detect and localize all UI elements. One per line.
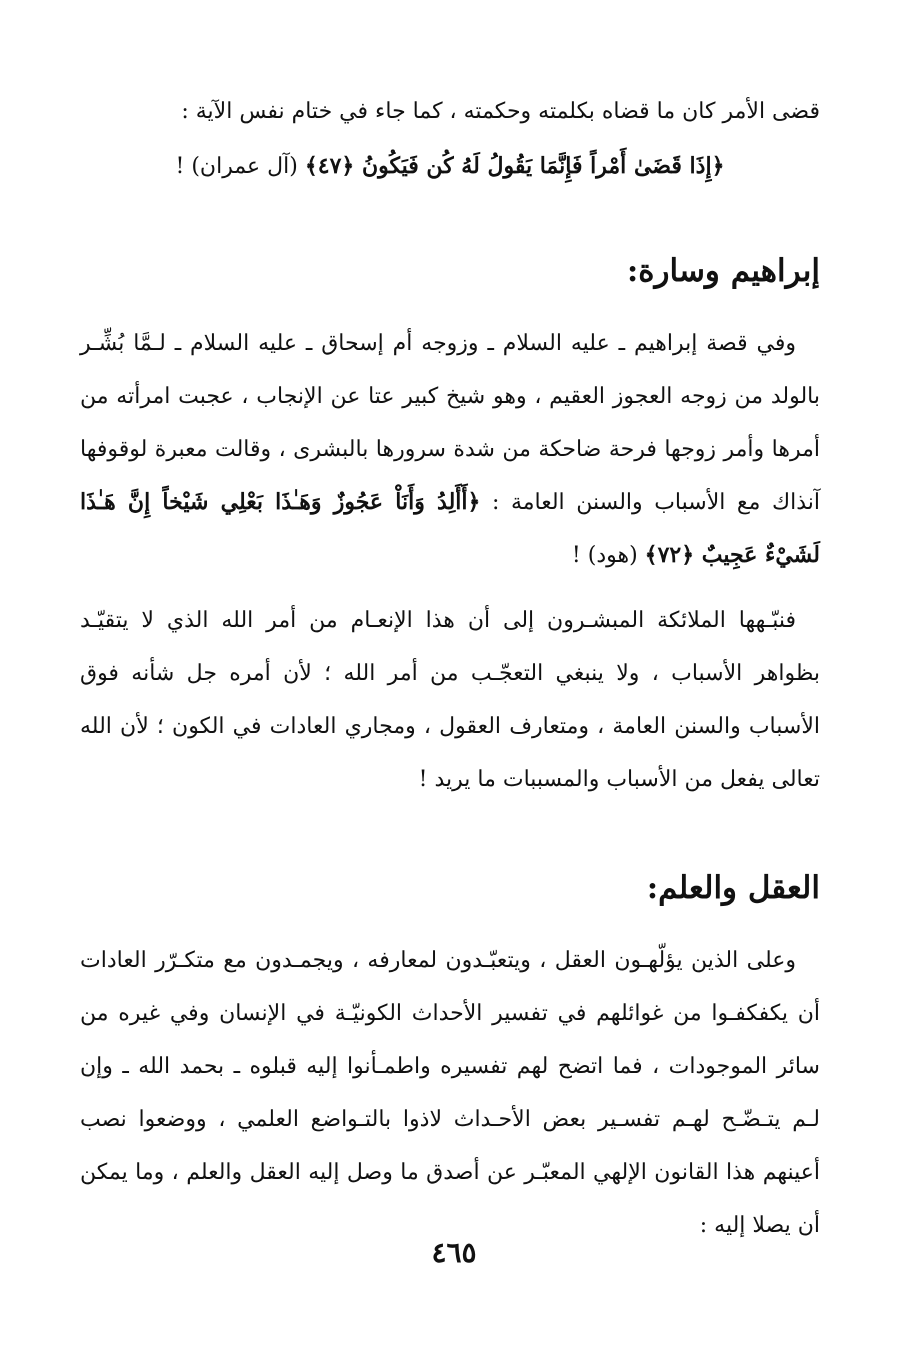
page-number: ٤٦٥ bbox=[431, 1236, 477, 1269]
quran-verse-line bbox=[80, 146, 820, 187]
paragraph-mind-knowledge: وعلى الذين يؤلّهـون العقل ، ويتعبّـدون لمعارفه ، ويجمـدون مع متكـرّر العادات أن يكفكفـوا من غوائلهم في تفسير الأحداث الكونيّـة في الإنسان وفي غيره من سائر الموجودات ، فما اتضح لهم تفسيره واطمـأنوا إليه قبلوه ـ بحمد الله ـ وإن لـم يتـضّـح لهـم تفسـير بعض الأحـداث لاذوا بالتـواضع العلمي ، ووضعوا نصب أعينهم هذا القانون الإلهي المعبّـر عن أصدق ما وصل إليه العقل والعلم ، وما يمكن أن يصلا إليه : bbox=[80, 948, 820, 1238]
quran-verse: ﴿أَأَلِدُ وَأَنَاْ عَجُوزٌ وَهَـٰذَا بَعْلِي شَيْخاً إِنَّ هَـٰذَا لَشَيْءٌ عَجِيبٌ ﴿٧٢﴾ bbox=[80, 489, 820, 568]
surah-reference: (هود) ! bbox=[571, 543, 638, 568]
paragraph-ibrahim-story bbox=[80, 317, 820, 582]
surah-reference: (آل عمران) ! bbox=[175, 154, 298, 179]
quran-verse: ﴿إِذَا قَضَىٰ أَمْراً فَإِنَّمَا يَقُولُ لَهُ كُن فَيَكُونُ ﴿٤٧﴾ bbox=[304, 153, 725, 179]
paragraph-angels-notice: فنبّـهها الملائكة المبشـرون إلى أن هذا الإنعـام من أمر الله الذي لا يتقيّـد بظواهر الأسباب ، ولا ينبغي التعجّـب من أمر الله ؛ لأن أمره جل شأنه فوق الأسباب والسنن العامة ، ومتعارف العقول ، ومجاري العادات في الكون ؛ لأن الله تعالى يفعل من الأسباب والمسببات ما يريد ! bbox=[80, 608, 820, 792]
section-heading-mind-knowledge: العقل والعلم: bbox=[646, 870, 820, 906]
paragraph-text: وفي قصة إبراهيم ـ عليه السلام ـ وزوجه أم إسحاق ـ عليه السلام ـ لـمَّا بُشِّـر بالولد من زوجه العجوز العقيم ، وهو شيخ كبير عتا عن الإنجاب ، عجبت امرأته من أمرها وأمر زوجها فرحة ضاحكة من شدة سرورها بالبشرى ، وقالت معبرة لوقوفها آنذاك مع الأسباب والسنن العامة : bbox=[80, 331, 820, 515]
intro-line: قضى الأمر كان ما قضاه بكلمته وحكمته ، كما جاء في ختام نفس الآية : bbox=[181, 99, 820, 124]
section-heading-ibrahim-sarah: إبراهيم وسارة: bbox=[626, 253, 820, 289]
